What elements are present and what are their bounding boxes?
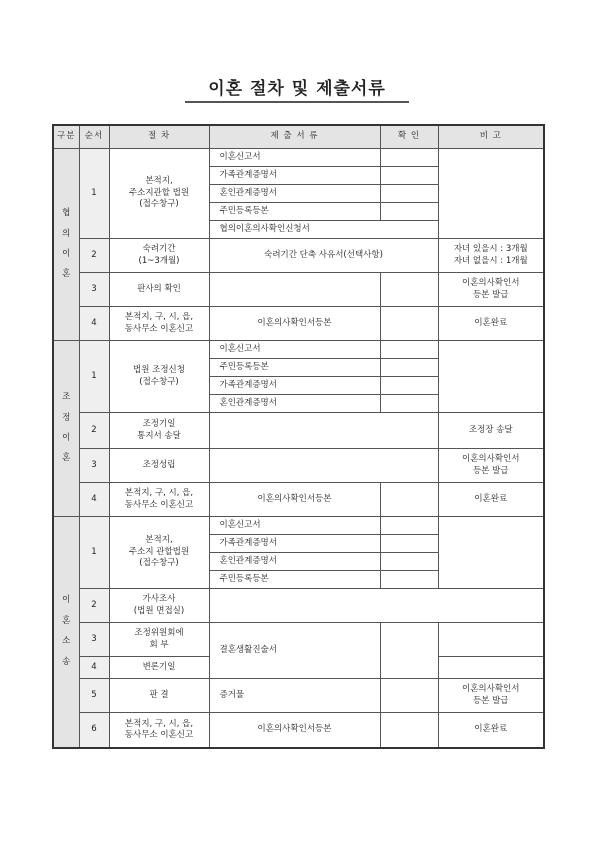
- procedure-cell: 조정기일 통지서 송달: [109, 413, 209, 449]
- check-cell[interactable]: [380, 483, 438, 517]
- check-cell[interactable]: [380, 359, 438, 377]
- remarks-cell: [438, 657, 544, 679]
- document-item: 혼인관계증명서: [209, 553, 380, 571]
- header-procedure: 절 차: [109, 125, 209, 149]
- procedure-cell: 가사조사 (법원 면접실): [109, 589, 209, 623]
- category-agreement-divorce: 협 의 이 혼: [53, 149, 79, 341]
- procedure-cell: 본적지, 구, 시, 읍, 동사무소 이혼신고: [109, 713, 209, 748]
- document-item: 결혼생활진술서: [209, 623, 380, 679]
- document-item: 이혼신고서: [209, 149, 380, 167]
- step-number: 3: [79, 623, 109, 657]
- procedure-cell: 숙려기간 (1~3개월): [109, 239, 209, 273]
- step-number: 2: [79, 413, 109, 449]
- remarks-cell: 이혼의사확인서 등본 발급: [438, 679, 544, 713]
- step-number: 1: [79, 341, 109, 413]
- procedure-cell: 본적지, 구, 시, 읍, 동사무소 이혼신고: [109, 307, 209, 341]
- document-cell: [209, 273, 380, 307]
- table-row: [53, 483, 544, 517]
- header-row: [53, 125, 544, 149]
- step-number: 4: [79, 657, 109, 679]
- table-row: [53, 307, 544, 341]
- remarks-cell: 이혼완료: [438, 713, 544, 748]
- document-item: 이혼신고서: [209, 341, 380, 359]
- procedure-cell: 변론기일: [109, 657, 209, 679]
- remarks-cell: 이혼완료: [438, 307, 544, 341]
- check-cell[interactable]: [380, 167, 438, 185]
- check-cell[interactable]: [380, 517, 438, 535]
- table-row: [53, 413, 544, 449]
- table-row: [53, 273, 544, 307]
- remarks-cell: 조정장 송달: [438, 413, 544, 449]
- remarks-cell: [438, 517, 544, 589]
- table-row: [53, 239, 544, 273]
- procedure-cell: 본적지, 주소지 관할법원 (접수창구): [109, 517, 209, 589]
- check-cell[interactable]: [380, 623, 438, 679]
- procedure-cell: 본적지, 주소지관할 법원 (접수창구): [109, 149, 209, 239]
- step-number: 4: [79, 307, 109, 341]
- procedure-cell: 판 결: [109, 679, 209, 713]
- document-item: 숙려기간 단축 사유서(선택사항): [209, 239, 438, 273]
- procedure-cell: 본적지, 구, 시, 읍, 동사무소 이혼신고: [109, 483, 209, 517]
- title-underline: [185, 101, 409, 103]
- remarks-cell: [438, 341, 544, 413]
- category-mediation-divorce: 조 정 이 혼: [53, 341, 79, 517]
- check-cell[interactable]: [380, 307, 438, 341]
- page-title: 이혼 절차 및 제출서류: [208, 79, 386, 99]
- document-item: 가족관계증명서: [209, 377, 380, 395]
- document-item: 혼인관계증명서: [209, 185, 380, 203]
- table-row: [53, 623, 544, 657]
- document-cell: [209, 589, 544, 623]
- procedure-cell: 조정성립: [109, 449, 209, 483]
- header-check: 확 인: [380, 125, 438, 149]
- check-cell[interactable]: [380, 395, 438, 413]
- check-cell[interactable]: [380, 679, 438, 713]
- document-item: 이혼의사확인서등본: [209, 483, 380, 517]
- header-order: 순서: [79, 125, 109, 149]
- document-item: 이혼의사확인서등본: [209, 307, 380, 341]
- step-number: 6: [79, 713, 109, 748]
- step-number: 1: [79, 149, 109, 239]
- step-number: 2: [79, 239, 109, 273]
- divorce-procedure-table: [52, 124, 545, 749]
- step-number: 5: [79, 679, 109, 713]
- procedure-cell: 법원 조정신청 (접수창구): [109, 341, 209, 413]
- remarks-cell: 이혼의사확인서 등본 발급: [438, 273, 544, 307]
- document-item: 가족관계증명서: [209, 535, 380, 553]
- table-row: [53, 517, 544, 535]
- document-item: 혼인관계증명서: [209, 395, 380, 413]
- step-number: 1: [79, 517, 109, 589]
- document-item: 주민등록등본: [209, 571, 380, 589]
- table-row: [53, 589, 544, 623]
- table-row: [53, 713, 544, 748]
- procedure-cell: 판사의 확인: [109, 273, 209, 307]
- check-cell[interactable]: [380, 273, 438, 307]
- check-cell[interactable]: [380, 713, 438, 748]
- document-cell: [209, 413, 438, 449]
- document-item: 증거물: [209, 679, 380, 713]
- table-row: [53, 149, 544, 167]
- check-cell[interactable]: [380, 203, 438, 221]
- category-divorce-litigation: 이 혼 소 송: [53, 517, 79, 748]
- step-number: 2: [79, 589, 109, 623]
- table-row: [53, 679, 544, 713]
- check-cell[interactable]: [380, 535, 438, 553]
- step-number: 3: [79, 449, 109, 483]
- document-item: 주민등록등본: [209, 203, 380, 221]
- remarks-cell: 이혼의사확인서 등본 발급: [438, 449, 544, 483]
- step-number: 3: [79, 273, 109, 307]
- document-item: 가족관계증명서: [209, 167, 380, 185]
- document-item: 이혼의사확인서등본: [209, 713, 380, 748]
- header-category: 구분: [53, 125, 79, 149]
- remarks-cell: 자녀 있을시 : 3개월 자녀 없을시 : 1개월: [438, 239, 544, 273]
- remarks-cell: [438, 623, 544, 657]
- table-row: [53, 341, 544, 359]
- check-cell[interactable]: [380, 571, 438, 589]
- check-cell[interactable]: [380, 377, 438, 395]
- header-documents: 제 출 서 류: [209, 125, 380, 149]
- header-remarks: 비 고: [438, 125, 544, 149]
- document-item: 주민등록등본: [209, 359, 380, 377]
- document-item: 이혼신고서: [209, 517, 380, 535]
- table-row: [53, 449, 544, 483]
- remarks-cell: [438, 149, 544, 239]
- check-cell[interactable]: [380, 149, 438, 167]
- check-cell[interactable]: [380, 553, 438, 571]
- document-item: 협의이혼의사확인신청서: [209, 221, 438, 239]
- check-cell[interactable]: [380, 185, 438, 203]
- procedure-cell: 조정위원회에 회 부: [109, 623, 209, 657]
- document-cell: [209, 449, 438, 483]
- check-cell[interactable]: [380, 341, 438, 359]
- remarks-cell: 이혼완료: [438, 483, 544, 517]
- step-number: 4: [79, 483, 109, 517]
